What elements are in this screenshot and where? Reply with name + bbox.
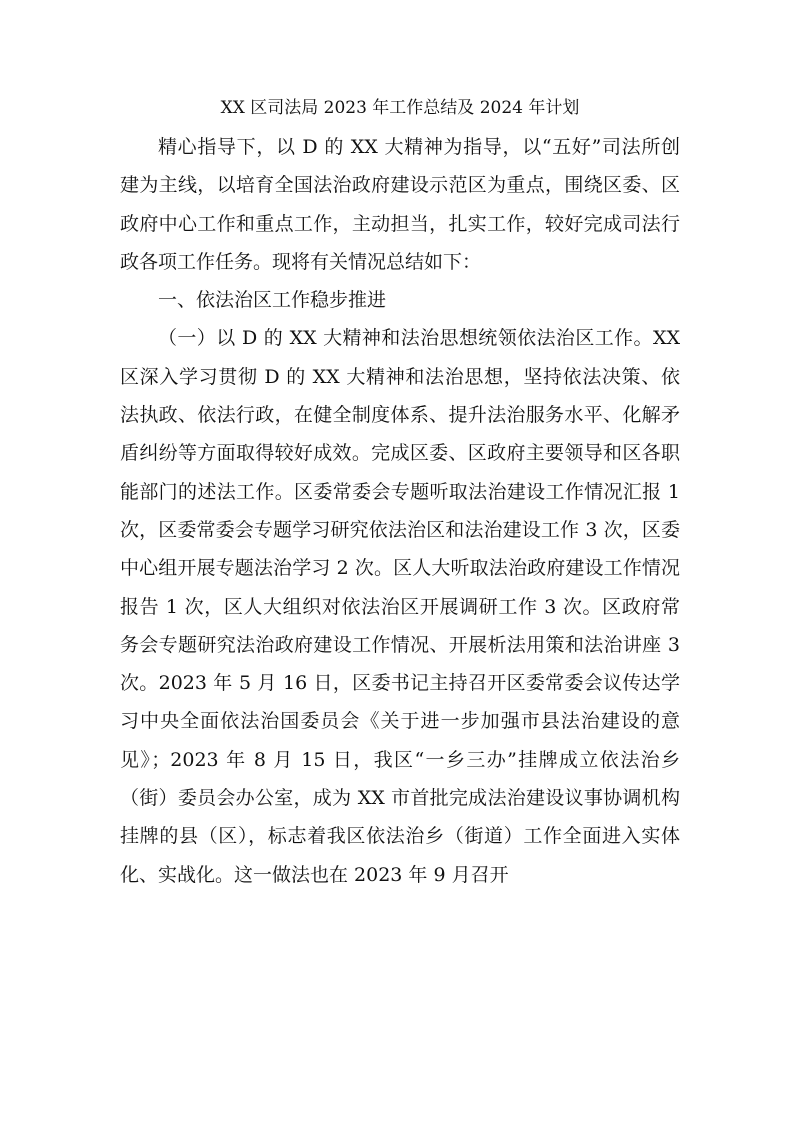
section-1-heading: 一、依法治区工作稳步推进	[158, 289, 387, 312]
document-title: XX 区司法局 2023 年工作总结及 2024 年计划	[220, 98, 580, 118]
intro-paragraph: 精心指导下，以 D 的 XX 大精神为指导，以“五好”司法所创建为主线，以培育全国法治政府建设示范区为重点，围绕区委、区政府中心工作和重点工作，主动担当，扎实工作，较好完成司法行政各项工作任务。现将有关情况总结如下：	[120, 136, 680, 273]
document-body	[120, 88, 680, 894]
section-1-1-paragraph: （一）以 D 的 XX 大精神和法治思想统领依法治区工作。XX 区深入学习贯彻 D 的 XX 大精神和法治思想，坚持依法决策、依法执政、依法行政，在健全制度体系、提升法治服务水平、化解矛盾纠纷等方面取得较好成效。完成区委、区政府主要领导和区各职能部门的述法工作。区委常委会专题听取法治建设工作情况汇报 1 次，区委常委会专题学习研究依法治区和法治建设工作 3 次，区委中心组开展专题法治学习 2 次。区人大听取法治政府建设工作情况报告 1 次，区人大组织对依法治区开展调研工作 3 次。区政府常务会专题研究法治政府建设工作情况、开展析法用策和法治讲座 3 次。2023 年 5 月 16 日，区委书记主持召开区委常委会议传达学习中央全面依法治国委员会《关于进一步加强市县法治建设的意见》；2023 年 8 月 15 日，我区“一乡三办”挂牌成立依法治乡（街）委员会办公室，成为 XX 市首批完成法治建设议事协调机构挂牌的县（区），标志着我区依法治乡（街道）工作全面进入实体化、实战化。这一做法也在 2023 年 9 月召开	[120, 327, 680, 886]
